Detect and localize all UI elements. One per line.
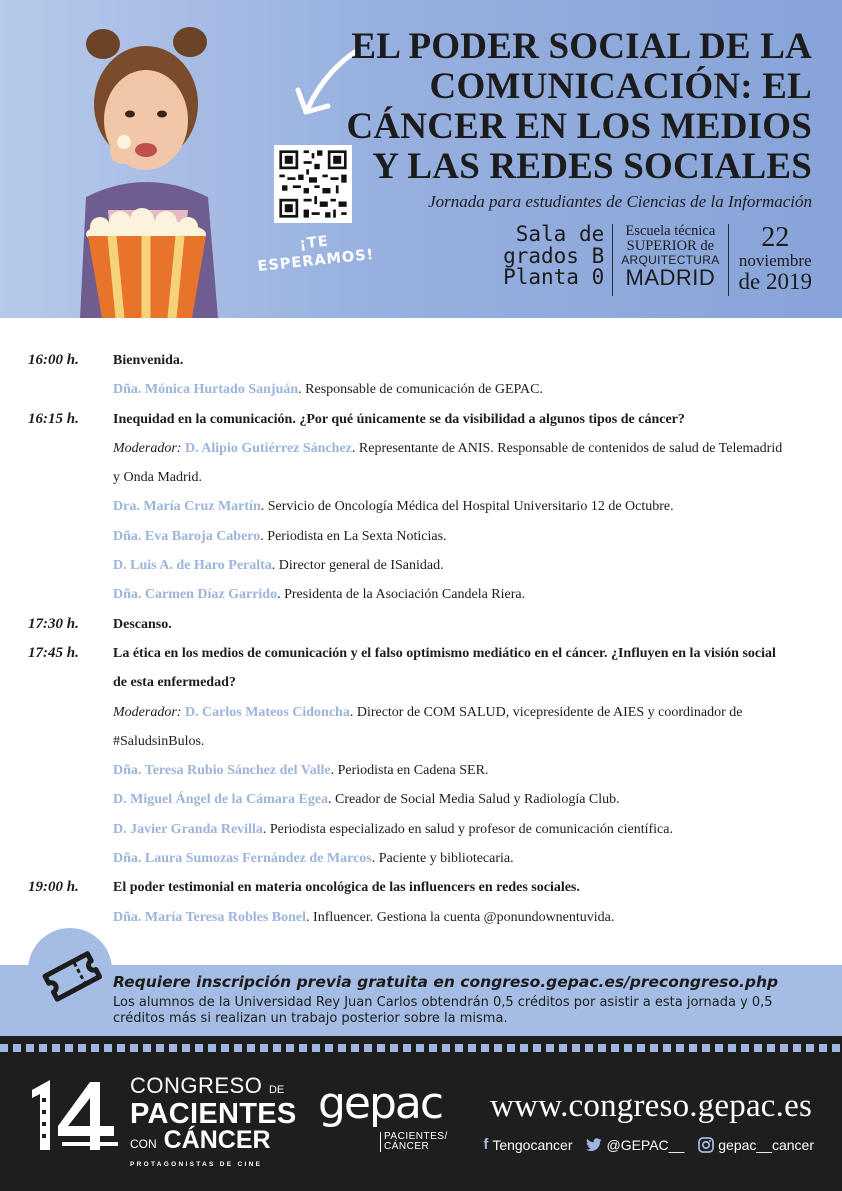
- moderator-row: [0, 698, 842, 727]
- session-time: 17:45 h.: [28, 644, 79, 661]
- gepac-logo: gepac PACIENTES/ CÁNCER: [318, 1078, 448, 1152]
- session-title: La ética en los medios de comunicación y el falso optimismo mediático en el cáncer. ¿Influyen en la visión social: [113, 645, 776, 661]
- speaker-name: D. Alipio Gutiérrez Sánchez: [184, 440, 352, 456]
- speaker-role: . Creador de Social Media Salud y Radiología Club.: [328, 792, 620, 808]
- facebook-link[interactable]: f Tengocancer: [483, 1136, 573, 1153]
- speaker-role: . Director general de ISanidad.: [271, 558, 444, 574]
- event-info: [503, 224, 812, 296]
- speaker-name: D. Miguel Ángel de la Cámara Egea: [113, 792, 329, 808]
- twitter-link[interactable]: @GEPAC__: [586, 1137, 684, 1153]
- instagram-icon: [698, 1137, 714, 1153]
- speaker-row: [0, 522, 842, 551]
- session-time: 16:15 h.: [28, 410, 79, 427]
- moderator-label: Moderador:: [113, 440, 182, 456]
- schedule-row-continued: [0, 668, 842, 697]
- speaker-name: Dña. Eva Baroja Cabero: [113, 528, 261, 544]
- speaker-name: Dña. Laura Sumozas Fernández de Marcos: [113, 851, 372, 867]
- speaker-row: [0, 903, 842, 932]
- schedule-row: [0, 610, 842, 639]
- session-title: Bienvenida.: [113, 353, 184, 368]
- speaker-role: . Servicio de Oncología Médica del Hospital Universitario 12 de Octubre.: [260, 499, 674, 515]
- speaker-row: [0, 580, 842, 609]
- event-title: EL PODER SOCIAL DE LA COMUNICACIÓN: EL CÁNCER EN LOS MEDIOS Y LAS REDES SOCIALES: [346, 26, 812, 187]
- facebook-icon: f: [483, 1136, 489, 1153]
- moderator-label: Moderador:: [113, 704, 182, 720]
- speaker-row: [0, 785, 842, 814]
- speaker-role: . Representante de ANIS. Responsable de contenidos de salud de Telemadrid: [351, 440, 783, 456]
- speaker-role: . Responsable de comunicación de GEPAC.: [298, 382, 543, 398]
- qr-code[interactable]: [274, 145, 352, 223]
- speaker-row-continued: [0, 727, 842, 756]
- speaker-row: [0, 844, 842, 873]
- film-strip-divider: [0, 1044, 842, 1052]
- instagram-link[interactable]: gepac__cancer: [698, 1137, 814, 1153]
- speaker-role: #SaludsinBulos.: [113, 733, 205, 749]
- session-title: de esta enfermedad?: [113, 675, 236, 691]
- website-link[interactable]: www.congreso.gepac.es: [490, 1088, 812, 1124]
- speaker-row: [0, 492, 842, 521]
- moderator-row: [0, 434, 842, 463]
- speaker-role: . Influencer. Gestiona la cuenta @ponundownentuvida.: [306, 909, 615, 925]
- speaker-row: [0, 815, 842, 844]
- speaker-row: [0, 756, 842, 785]
- session-title: El poder testimonial en materia oncológica de las influencers en redes sociales.: [113, 880, 580, 896]
- session-title: Descanso.: [113, 616, 172, 632]
- twitter-icon: [586, 1138, 602, 1152]
- credits-notice: Los alumnos de la Universidad Rey Juan Carlos obtendrán 0,5 créditos por asistir a esta jornada y 0,5 créditos más si realizan un trabajo posterior sobre la misma.: [113, 995, 773, 1026]
- speaker-name: D. Carlos Mateos Cidoncha: [184, 704, 350, 720]
- speaker-role: y Onda Madrid.: [113, 470, 203, 486]
- cta-te-esperamos: ¡TE ESPERAMOS!: [256, 233, 376, 276]
- schedule-row: [0, 639, 842, 668]
- social-links: [483, 1136, 814, 1153]
- congreso-14-logo: [28, 1078, 122, 1152]
- session-title: Inequidad en la comunicación. ¿Por qué únicamente se da visibilidad a algunos tipos de cáncer?: [113, 411, 685, 427]
- venue-school: Escuela técnica SUPERIOR de ARQUITECTURA MADRID: [613, 224, 728, 296]
- speaker-role: . Paciente y bibliotecaria.: [371, 851, 514, 867]
- session-time: 17:30 h.: [28, 615, 79, 632]
- speaker-name: Dña. Mónica Hurtado Sanjuán: [113, 382, 299, 398]
- speaker-name: Dña. María Teresa Robles Bonel: [113, 909, 307, 925]
- ticket-icon: [38, 942, 102, 1002]
- speaker-name: Dña. Carmen Díaz Garrido: [113, 587, 278, 603]
- venue-room: Sala de grados B Planta 0: [503, 224, 613, 296]
- congreso-wordmark: CONGRESO DE PACIENTES CON CÁNCER PROTAGONISTAS DE CINE: [130, 1073, 297, 1168]
- schedule-row: [0, 405, 842, 434]
- speaker-role: . Periodista en Cadena SER.: [330, 763, 489, 779]
- registration-notice: Requiere inscripción previa gratuita en congreso.gepac.es/precongreso.php: [113, 973, 779, 991]
- speaker-role: . Presidenta de la Asociación Candela Riera.: [277, 587, 526, 603]
- speaker-name: Dra. María Cruz Martín: [113, 499, 261, 515]
- speaker-name: D. Luis A. de Haro Peralta: [113, 558, 272, 574]
- session-time: 19:00 h.: [28, 879, 79, 896]
- speaker-name: D. Javier Granda Revilla: [113, 821, 263, 837]
- speaker-row: [0, 551, 842, 580]
- girl-with-popcorn-image: [50, 22, 250, 318]
- speaker-role: . Director de COM SALUD, vicepresidente de AIES y coordinador de: [349, 704, 743, 720]
- program-schedule: [0, 346, 842, 932]
- event-date: 22 noviembre de 2019: [738, 222, 812, 294]
- schedule-row: [0, 873, 842, 902]
- speaker-row-continued: [0, 463, 842, 492]
- speaker-row: [0, 375, 842, 404]
- event-subtitle: Jornada para estudiantes de Ciencias de la Información: [428, 192, 812, 211]
- speaker-name: Dña. Teresa Rubio Sánchez del Valle: [113, 763, 331, 779]
- speaker-role: . Periodista en La Sexta Noticias.: [260, 528, 447, 544]
- session-time: 16:00 h.: [28, 352, 79, 368]
- speaker-role: . Periodista especializado en salud y profesor de comunicación científica.: [262, 821, 673, 837]
- schedule-row: [0, 346, 842, 375]
- header-banner: [0, 0, 842, 318]
